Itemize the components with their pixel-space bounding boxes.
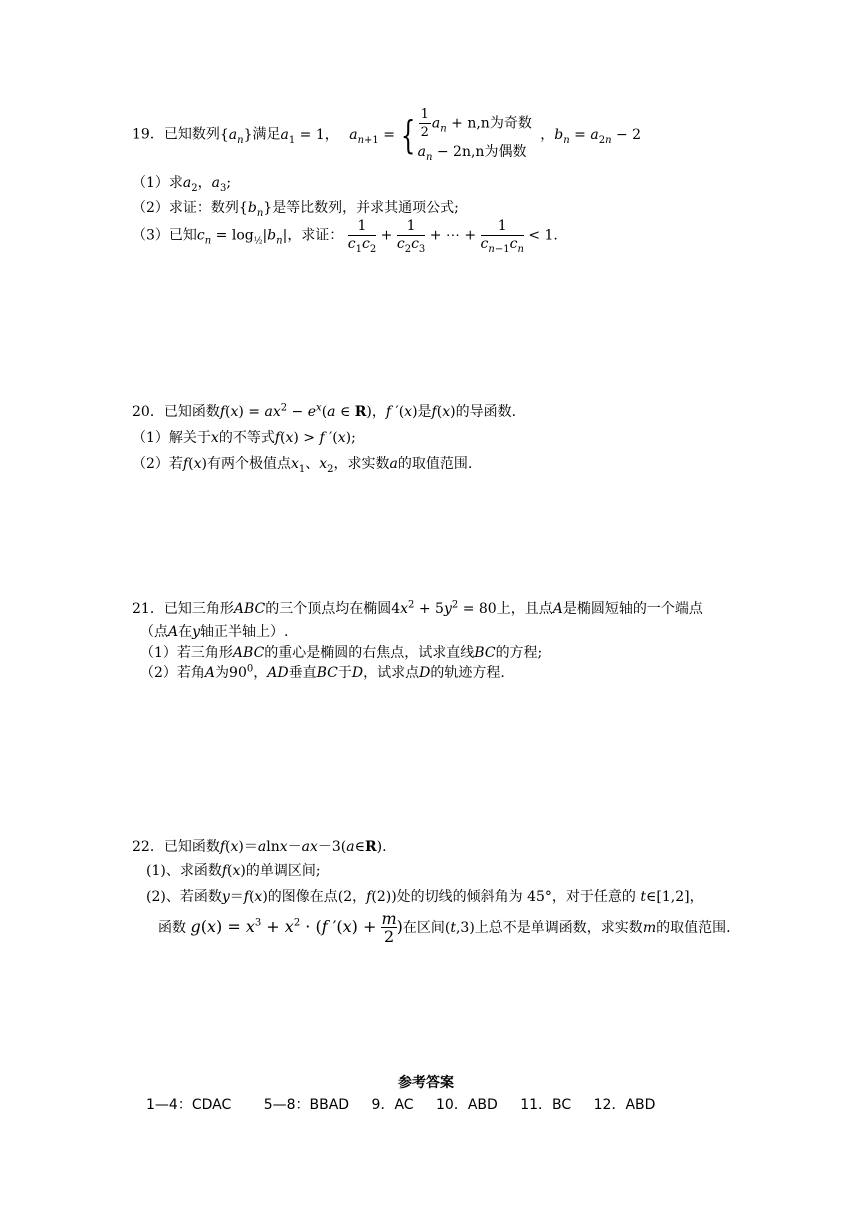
q19-seq-symbol: $\{a_n\}$ — [219, 126, 253, 146]
answer-item: 9．AC — [371, 1097, 414, 1113]
answers-title: 参考答案 — [398, 1075, 454, 1091]
q19-stem-text-a: 已知数列 — [163, 126, 220, 143]
answer-item: 5—8：BBAD — [263, 1097, 350, 1113]
q22-stem: 22．已知函数f(x)＝alnx－ax－3(a∈R). — [132, 839, 387, 855]
q21-part1: （1）若三角形ABC的重心是椭圆的右焦点，试求直线BC的方程; — [140, 645, 543, 661]
q19-stem — [132, 106, 641, 163]
q19-sum-term-1: $\frac{1}{c_1c_2}$ — [347, 218, 377, 255]
q19-part2: （2）求证：数列$\{b_n\}$是等比数列，并求其通项公式; — [132, 200, 459, 219]
q22-part2-cont: 函数 $g(x) = x^3 + x^2 \cdot (f$ ′(x) + $\frac{m}{2}$ )在区间(t,3)上总不是单调函数，求实数m的取值范围. — [158, 909, 731, 946]
q19-number: 19． — [132, 126, 164, 143]
q19-sum-term-2: $\frac{1}{c_2c_3}$ — [396, 218, 426, 255]
q19-stem-text-b: 满足 — [252, 126, 281, 143]
q22-part2: (2)、若函数y＝f(x)的图像在点(2，f(2))处的切线的倾斜角为 45°，对于任意的 t∈[1,2]， — [146, 889, 704, 905]
q20-stem: 20．已知函数$f(x) = ax^2 - e^x(a$ ∈ R)，f ′(x)是f(x)的导函数. — [132, 402, 517, 420]
answer-item: 10．ABD — [436, 1097, 498, 1113]
answer-item: 12．ABD — [593, 1097, 656, 1113]
q20-part1: （1）解关于x的不等式f(x) > f ′(x); — [132, 430, 356, 446]
q19-part3: （3）已知$c_n = \log_{\frac{1}{2}}|b_n|$，求证： $\frac{1}{c_1c_2}$ + $\frac{1}{c_2c_3}$ + ⋯ + $\frac{1}{c_{n-1}c_n}$ < 1. — [132, 218, 558, 255]
q20-part2: （2）若f(x)有两个极值点$x_1$、$x_2$，求实数a的取值范围. — [132, 456, 473, 475]
q19-sum-term-n: $\frac{1}{c_{n-1}c_n}$ — [480, 218, 524, 255]
q21-part2: （2）若角A为$90^0$，AD垂直BC于D，试求点D的轨迹方程. — [140, 663, 505, 681]
q19-case-odd: $\frac{1}{2}$ $a_n + n,n$为奇数 — [420, 107, 532, 140]
q22-part1: (1)、求函数f(x)的单调区间; — [146, 863, 321, 879]
q19-part1: （1）求$a_2$，$a_3$; — [132, 175, 232, 194]
q19-initial-term: $a_1 = 1$， — [280, 126, 339, 146]
q19-recurrence: $a_{n+1}$ = { $\frac{1}{2}$ $a_n + n,n$为奇数 $a_n - 2n,n$为偶数 — [349, 107, 532, 163]
q21-stem-cont: （点A在y轴正半轴上）. — [140, 624, 289, 640]
answer-item: 11．BC — [520, 1097, 572, 1113]
q19-bn-def: ，$b_n = a_{2n} - 2$ — [540, 126, 642, 146]
answers-row — [146, 1094, 655, 1114]
q21-stem: 21．已知三角形ABC的三个顶点均在椭圆$4x^2 + 5y^2 = 80$上，且点A是椭圆短轴的一个端点 — [132, 599, 703, 617]
q19-case-even: $a_n - 2n,n$为偶数 — [417, 144, 527, 163]
answer-item: 1—4：CDAC — [146, 1097, 232, 1113]
